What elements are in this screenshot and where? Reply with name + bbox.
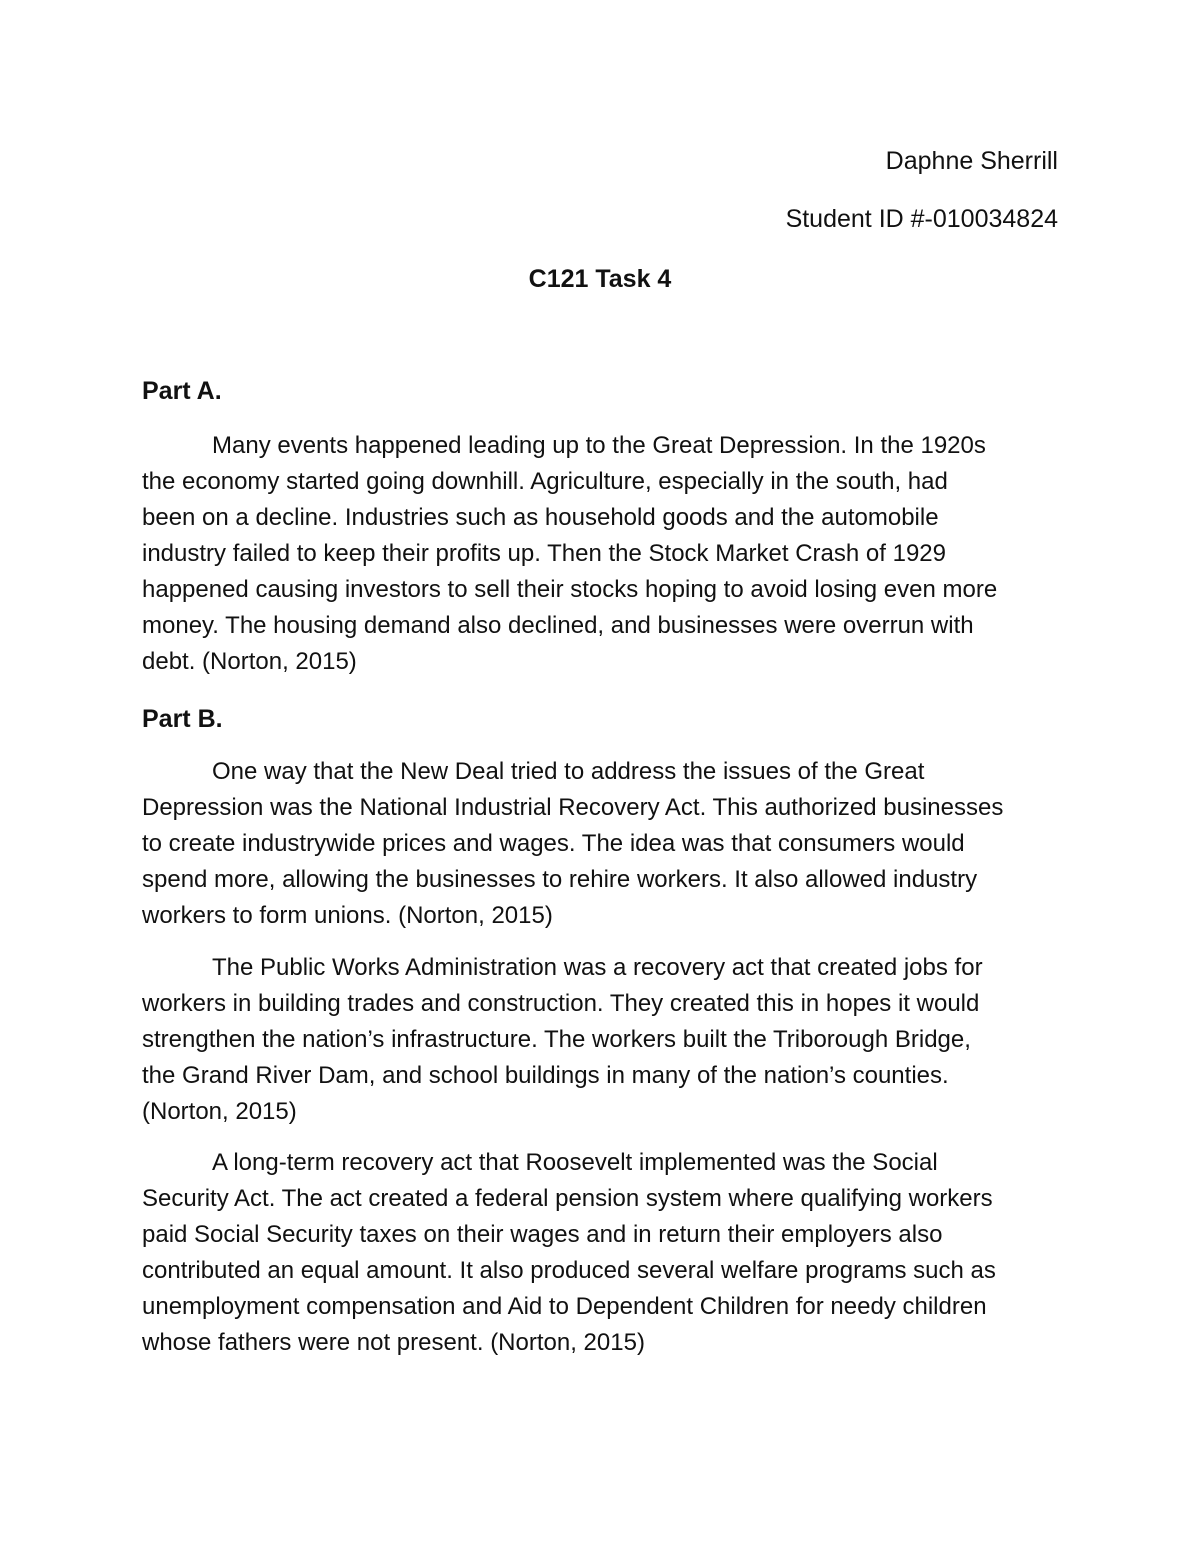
paragraph-line: One way that the New Deal tried to address the issues of the Great (212, 758, 925, 785)
paragraph-line: workers in building trades and construction. They created this in hopes it would (142, 990, 980, 1017)
paragraph-line: workers to form unions. (Norton, 2015) (142, 902, 553, 929)
paragraph-line: industry failed to keep their profits up. Then the Stock Market Crash of 1929 (142, 540, 946, 567)
part-b-paragraph-3 (142, 1145, 1062, 1361)
paragraph-line: (Norton, 2015) (142, 1098, 297, 1125)
paragraph-line: to create industrywide prices and wages. The idea was that consumers would (142, 830, 965, 857)
paragraph-line: contributed an equal amount. It also produced several welfare programs such as (142, 1257, 996, 1284)
paragraph-line: debt. (Norton, 2015) (142, 648, 357, 675)
author-name: Daphne Sherrill (885, 147, 1058, 175)
part-a-paragraph (142, 428, 1062, 680)
paragraph-line: paid Social Security taxes on their wages and in return their employers also (142, 1221, 943, 1248)
paragraph-line: been on a decline. Industries such as household goods and the automobile (142, 504, 939, 531)
paragraph-line: strengthen the nation’s infrastructure. The workers built the Triborough Bridge, (142, 1026, 971, 1053)
part-b-paragraph-2 (142, 950, 1062, 1130)
paragraph-line: money. The housing demand also declined, and businesses were overrun with (142, 612, 974, 639)
paragraph-line: The Public Works Administration was a recovery act that created jobs for (212, 954, 983, 981)
paragraph-line: unemployment compensation and Aid to Dependent Children for needy children (142, 1293, 987, 1320)
paragraph-line: the economy started going downhill. Agriculture, especially in the south, had (142, 468, 948, 495)
part-b-paragraph-1 (142, 754, 1062, 934)
document-title: C121 Task 4 (528, 265, 672, 293)
paragraph-line: A long-term recovery act that Roosevelt implemented was the Social (212, 1149, 938, 1176)
part-a-heading: Part A. (142, 377, 222, 405)
paragraph-line: Many events happened leading up to the Great Depression. In the 1920s (212, 432, 986, 459)
paragraph-line: whose fathers were not present. (Norton, 2015) (142, 1329, 645, 1356)
paragraph-line: Security Act. The act created a federal pension system where qualifying workers (142, 1185, 993, 1212)
student-id: Student ID #-010034824 (785, 205, 1058, 233)
part-b-heading: Part B. (142, 705, 223, 733)
paragraph-line: spend more, allowing the businesses to rehire workers. It also allowed industry (142, 866, 978, 893)
paragraph-line: the Grand River Dam, and school buildings in many of the nation’s counties. (142, 1062, 949, 1089)
paragraph-line: Depression was the National Industrial Recovery Act. This authorized businesses (142, 794, 1004, 821)
paragraph-line: happened causing investors to sell their stocks hoping to avoid losing even more (142, 576, 998, 603)
